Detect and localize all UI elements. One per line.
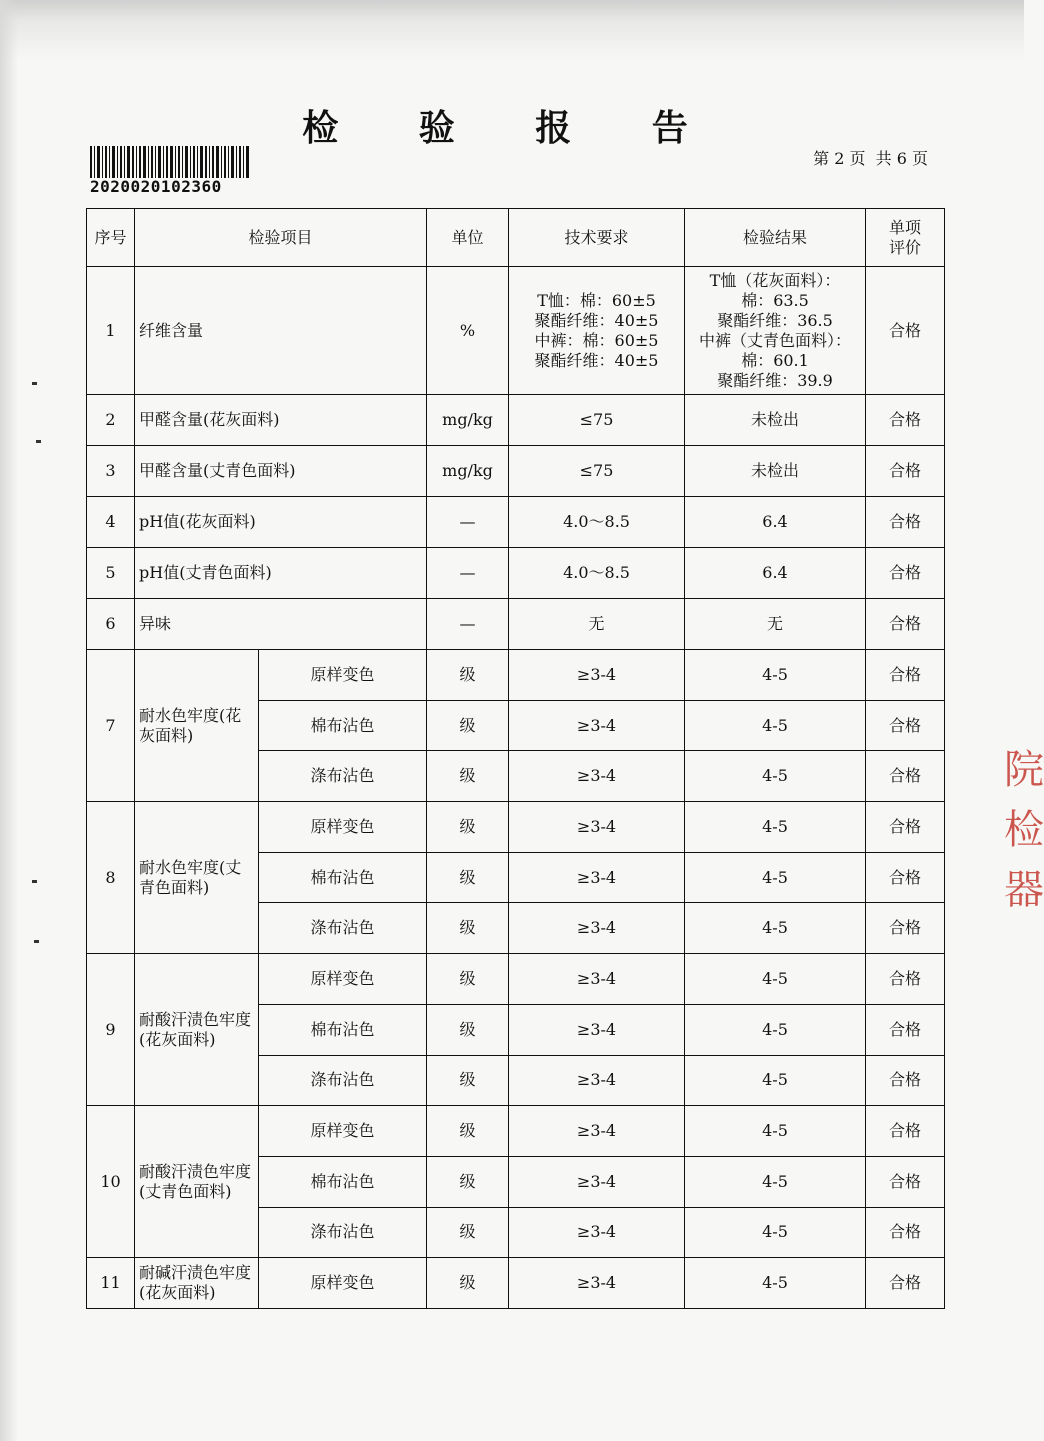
row-subitem: 棉布沾色 <box>259 852 427 903</box>
row-unit: — <box>427 497 509 548</box>
header-no: 序号 <box>87 209 135 267</box>
row-item: 异味 <box>135 599 427 650</box>
row-requirement: T恤：棉：60±5 聚酯纤维：40±5 中裤：棉：60±5 聚酯纤维：40±5 <box>509 267 685 395</box>
table-row <box>87 497 945 548</box>
row-item: 耐酸汗渍色牢度(花灰面料) <box>135 954 259 1106</box>
table-row <box>87 650 945 701</box>
row-result: 4-5 <box>685 1156 866 1207</box>
row-subitem: 原样变色 <box>259 802 427 853</box>
inspection-table <box>86 208 945 1309</box>
row-no: 5 <box>87 548 135 599</box>
header-requirement: 技术要求 <box>509 209 685 267</box>
row-evaluation: 合格 <box>866 852 945 903</box>
row-unit: mg/kg <box>427 446 509 497</box>
table-row <box>87 446 945 497</box>
row-result: 4-5 <box>685 954 866 1005</box>
row-evaluation: 合格 <box>866 1106 945 1157</box>
table-row <box>87 548 945 599</box>
table-row <box>87 1258 945 1309</box>
row-subitem: 原样变色 <box>259 1258 427 1309</box>
row-subitem: 原样变色 <box>259 1106 427 1157</box>
scan-shadow-left <box>0 0 18 1441</box>
row-item: 耐碱汗渍色牢度(花灰面料) <box>135 1258 259 1309</box>
row-no: 2 <box>87 395 135 446</box>
page-info: 第 2 页 共 6 页 <box>813 149 928 168</box>
row-evaluation: 合格 <box>866 802 945 853</box>
row-unit: — <box>427 599 509 650</box>
row-evaluation: 合格 <box>866 446 945 497</box>
scan-speck <box>32 382 37 385</box>
row-requirement: ≥3-4 <box>509 1258 685 1309</box>
row-evaluation: 合格 <box>866 751 945 802</box>
stamp-seal: 院 检 器 <box>1004 747 1044 913</box>
header-result: 检验结果 <box>685 209 866 267</box>
row-evaluation: 合格 <box>866 700 945 751</box>
row-requirement: ≥3-4 <box>509 1004 685 1055</box>
row-requirement: ≥3-4 <box>509 1156 685 1207</box>
row-requirement: ≥3-4 <box>509 1055 685 1106</box>
header-evaluation: 单项 评价 <box>866 209 945 267</box>
row-requirement: ≥3-4 <box>509 751 685 802</box>
row-requirement: ≥3-4 <box>509 700 685 751</box>
row-no: 11 <box>87 1258 135 1309</box>
barcode-icon <box>90 146 250 178</box>
row-result: 未检出 <box>685 395 866 446</box>
row-unit: 级 <box>427 1258 509 1309</box>
row-evaluation: 合格 <box>866 497 945 548</box>
row-result: 4-5 <box>685 1055 866 1106</box>
row-result: T恤（花灰面料）： 棉：63.5 聚酯纤维：36.5 中裤（丈青色面料）： 棉：60.1 聚酯纤维：39.9 <box>685 267 866 395</box>
row-requirement: ≥3-4 <box>509 1207 685 1258</box>
row-item: 耐水色牢度(丈青色面料) <box>135 802 259 954</box>
table-row <box>87 802 945 853</box>
row-requirement: ≥3-4 <box>509 650 685 701</box>
row-unit: 级 <box>427 802 509 853</box>
row-unit: 级 <box>427 1156 509 1207</box>
row-requirement: ≤75 <box>509 446 685 497</box>
row-item: pH值(花灰面料) <box>135 497 427 548</box>
row-requirement: ≥3-4 <box>509 802 685 853</box>
row-item: pH值(丈青色面料) <box>135 548 427 599</box>
row-requirement: 4.0～8.5 <box>509 548 685 599</box>
row-subitem: 原样变色 <box>259 954 427 1005</box>
row-no: 8 <box>87 802 135 954</box>
row-evaluation: 合格 <box>866 1258 945 1309</box>
row-unit: 级 <box>427 1106 509 1157</box>
row-result: 4-5 <box>685 700 866 751</box>
row-requirement: ≥3-4 <box>509 954 685 1005</box>
row-result: 4-5 <box>685 1106 866 1157</box>
row-evaluation: 合格 <box>866 267 945 395</box>
scan-shadow-top <box>0 0 1024 60</box>
row-no: 6 <box>87 599 135 650</box>
table-row <box>87 1106 945 1157</box>
report-number: 2020020102360 <box>90 177 222 196</box>
row-unit: 级 <box>427 954 509 1005</box>
table-row <box>87 267 945 395</box>
row-unit: 级 <box>427 700 509 751</box>
row-unit: 级 <box>427 1055 509 1106</box>
row-evaluation: 合格 <box>866 903 945 954</box>
row-result: 4-5 <box>685 1004 866 1055</box>
row-evaluation: 合格 <box>866 395 945 446</box>
row-no: 9 <box>87 954 135 1106</box>
scan-speck <box>36 440 41 443</box>
row-unit: mg/kg <box>427 395 509 446</box>
row-subitem: 棉布沾色 <box>259 700 427 751</box>
row-unit: 级 <box>427 1004 509 1055</box>
row-no: 3 <box>87 446 135 497</box>
row-evaluation: 合格 <box>866 1055 945 1106</box>
row-result: 4-5 <box>685 1207 866 1258</box>
row-unit: 级 <box>427 852 509 903</box>
row-result: 6.4 <box>685 548 866 599</box>
header-unit: 单位 <box>427 209 509 267</box>
row-evaluation: 合格 <box>866 1207 945 1258</box>
row-subitem: 涤布沾色 <box>259 903 427 954</box>
row-no: 7 <box>87 650 135 802</box>
row-no: 10 <box>87 1106 135 1258</box>
row-unit: 级 <box>427 751 509 802</box>
row-result: 无 <box>685 599 866 650</box>
row-evaluation: 合格 <box>866 1156 945 1207</box>
row-subitem: 原样变色 <box>259 650 427 701</box>
row-result: 4-5 <box>685 852 866 903</box>
row-requirement: ≥3-4 <box>509 903 685 954</box>
row-evaluation: 合格 <box>866 1004 945 1055</box>
scan-speck <box>32 880 37 883</box>
table-row <box>87 599 945 650</box>
row-evaluation: 合格 <box>866 650 945 701</box>
row-evaluation: 合格 <box>866 548 945 599</box>
row-result: 4-5 <box>685 802 866 853</box>
row-item: 甲醛含量(花灰面料) <box>135 395 427 446</box>
row-result: 4-5 <box>685 903 866 954</box>
row-subitem: 涤布沾色 <box>259 1207 427 1258</box>
row-requirement: ≤75 <box>509 395 685 446</box>
row-requirement: 无 <box>509 599 685 650</box>
row-result: 6.4 <box>685 497 866 548</box>
scan-speck <box>34 940 39 943</box>
row-no: 1 <box>87 267 135 395</box>
row-unit: 级 <box>427 903 509 954</box>
row-result: 4-5 <box>685 751 866 802</box>
row-item: 耐水色牢度(花灰面料) <box>135 650 259 802</box>
row-unit: 级 <box>427 1207 509 1258</box>
row-result: 4-5 <box>685 650 866 701</box>
row-subitem: 棉布沾色 <box>259 1156 427 1207</box>
row-no: 4 <box>87 497 135 548</box>
row-item: 纤维含量 <box>135 267 427 395</box>
table-row <box>87 954 945 1005</box>
row-requirement: ≥3-4 <box>509 1106 685 1157</box>
row-requirement: 4.0～8.5 <box>509 497 685 548</box>
row-unit: 级 <box>427 650 509 701</box>
row-unit: — <box>427 548 509 599</box>
table-header-row <box>87 209 945 267</box>
row-item: 甲醛含量(丈青色面料) <box>135 446 427 497</box>
report-title: 检 验 报 告 <box>302 108 722 149</box>
row-unit: % <box>427 267 509 395</box>
row-subitem: 涤布沾色 <box>259 751 427 802</box>
header-item: 检验项目 <box>135 209 427 267</box>
row-subitem: 涤布沾色 <box>259 1055 427 1106</box>
row-evaluation: 合格 <box>866 599 945 650</box>
row-subitem: 棉布沾色 <box>259 1004 427 1055</box>
row-evaluation: 合格 <box>866 954 945 1005</box>
row-result: 4-5 <box>685 1258 866 1309</box>
table-row <box>87 395 945 446</box>
row-item: 耐酸汗渍色牢度(丈青色面料) <box>135 1106 259 1258</box>
row-requirement: ≥3-4 <box>509 852 685 903</box>
row-result: 未检出 <box>685 446 866 497</box>
